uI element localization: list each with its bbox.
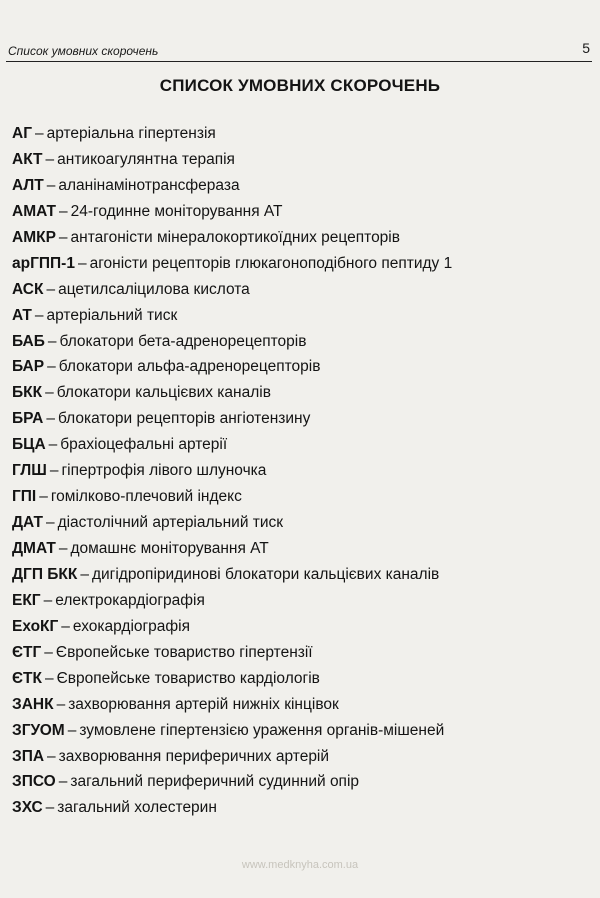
abbreviation-item: [12, 744, 572, 770]
abbreviation-term: ДГП БКК: [12, 565, 78, 583]
abbreviation-item: [12, 251, 572, 277]
abbreviation-item: [12, 406, 572, 432]
abbreviation-term: АЛТ: [12, 176, 44, 194]
abbreviation-dash: –: [44, 669, 54, 687]
abbreviation-item: [12, 666, 572, 692]
abbreviation-definition: блокатори бета-адренорецепторів: [59, 332, 307, 350]
abbreviation-definition: гомілково-плечовий індекс: [50, 488, 242, 506]
abbreviation-dash: –: [47, 358, 56, 376]
abbreviation-dash: –: [58, 540, 68, 557]
page-title: СПИСОК УМОВНИХ СКОРОЧЕНЬ: [159, 76, 441, 95]
abbreviation-dash: –: [58, 228, 68, 246]
abbreviation-item: [12, 640, 572, 666]
abbreviation-item: [12, 692, 572, 718]
abbreviation-dash: –: [45, 150, 55, 168]
abbreviation-item: [12, 354, 572, 380]
abbreviation-definition: брахіоцефальні артерії: [60, 436, 228, 454]
abbreviation-dash: –: [44, 643, 53, 661]
abbreviation-list: [12, 121, 572, 821]
abbreviation-dash: –: [58, 773, 68, 791]
abbreviation-definition: Європейське товариство гіпертензії: [55, 643, 313, 661]
abbreviation-term: ЄТК: [12, 669, 42, 687]
abbreviation-definition: Європейське товариство кардіологів: [56, 669, 320, 687]
abbreviation-definition: електрокардіографія: [55, 591, 205, 609]
abbreviation-definition: блокатори рецепторів ангіотензину: [57, 410, 311, 428]
abbreviation-dash: –: [34, 125, 44, 142]
abbreviation-item: [12, 795, 572, 821]
abbreviation-dash: –: [45, 514, 55, 532]
abbreviation-item: [12, 225, 572, 251]
abbreviation-term: ЗГУОМ: [12, 721, 65, 739]
abbreviation-dash: –: [47, 747, 56, 765]
abbreviation-definition: антикоагулянтна терапія: [57, 150, 235, 168]
abbreviation-dash: –: [61, 617, 70, 635]
abbreviation-definition: аланінамінотрансфераза: [58, 176, 240, 194]
abbreviation-definition: артеріальний тиск: [46, 306, 178, 324]
abbreviation-definition: зумовлене гіпертензією ураження органів-мішеней: [79, 721, 445, 739]
abbreviation-definition: ехокардіографія: [72, 617, 190, 635]
abbreviation-term: ЕхоКГ: [12, 617, 59, 635]
abbreviation-definition: загальний периферичний судинний опір: [70, 773, 360, 791]
abbreviation-term: БКК: [12, 384, 43, 402]
abbreviation-term: АМКР: [12, 228, 56, 246]
abbreviation-term: ЗХС: [12, 799, 43, 817]
abbreviation-term: арГПП-1: [12, 254, 75, 272]
abbreviation-dash: –: [46, 280, 56, 298]
abbreviation-dash: –: [77, 254, 87, 272]
abbreviation-item: [12, 303, 572, 329]
abbreviation-dash: –: [46, 176, 56, 194]
abbreviation-definition: ацетилсаліцилова кислота: [58, 280, 250, 298]
abbreviation-item: [12, 484, 572, 510]
abbreviation-definition: блокатори альфа-адренорецепторів: [58, 358, 321, 376]
running-title: Список умовних скорочень: [8, 44, 159, 58]
abbreviation-term: ДМАТ: [12, 540, 56, 557]
abbreviation-item: [12, 432, 572, 458]
abbreviation-definition: агоністи рецепторів глюкагоноподібного пептиду 1: [89, 254, 453, 272]
abbreviation-term: ДАТ: [12, 514, 43, 532]
abbreviation-definition: домашнє моніторування АТ: [70, 540, 269, 557]
abbreviation-item: [12, 147, 572, 173]
abbreviation-item: [12, 173, 572, 199]
abbreviation-dash: –: [47, 332, 57, 350]
abbreviation-term: ЗАНК: [12, 695, 54, 713]
abbreviation-item: [12, 769, 572, 795]
abbreviation-term: ЄТГ: [12, 643, 42, 661]
abbreviation-item: [12, 121, 572, 147]
abbreviation-term: ЗПСО: [12, 773, 56, 791]
header-divider: [6, 61, 592, 62]
abbreviation-term: БРА: [12, 410, 44, 428]
abbreviation-definition: захворювання артерій нижніх кінцівок: [68, 695, 339, 713]
abbreviation-dash: –: [34, 306, 44, 324]
abbreviation-dash: –: [56, 695, 66, 713]
abbreviation-definition: 24-годинне моніторування АТ: [70, 202, 283, 220]
abbreviation-definition: блокатори кальцієвих каналів: [56, 384, 271, 402]
abbreviation-term: АМАТ: [12, 202, 56, 220]
abbreviation-definition: діастолічний артеріальний тиск: [57, 514, 284, 532]
abbreviation-term: БАБ: [12, 332, 45, 350]
abbreviation-dash: –: [39, 488, 48, 506]
abbreviation-item: [12, 588, 572, 614]
abbreviation-item: [12, 277, 572, 303]
abbreviation-item: [12, 536, 572, 562]
abbreviation-term: БЦА: [12, 436, 46, 454]
abbreviation-definition: артеріальна гіпертензія: [46, 125, 216, 142]
abbreviation-definition: дигідропіридинові блокатори кальцієвих каналів: [91, 565, 440, 583]
abbreviation-dash: –: [67, 721, 77, 739]
abbreviation-term: АКТ: [12, 150, 43, 168]
abbreviation-item: [12, 718, 572, 744]
abbreviation-definition: гіпертрофія лівого шлуночка: [61, 462, 267, 480]
abbreviation-term: ЕКГ: [12, 591, 41, 609]
abbreviation-term: БАР: [12, 358, 45, 376]
abbreviation-definition: загальний холестерин: [57, 799, 217, 817]
abbreviation-item: [12, 510, 572, 536]
abbreviation-item: [12, 199, 572, 225]
page-number: 5: [582, 40, 590, 56]
footer-watermark-url: www.medknyha.com.ua: [241, 859, 359, 871]
abbreviation-term: АСК: [12, 280, 44, 298]
abbreviation-item: [12, 614, 572, 640]
abbreviation-dash: –: [59, 202, 68, 220]
abbreviation-definition: антагоністи мінералокортикоїдних рецепторів: [70, 228, 400, 246]
abbreviation-dash: –: [48, 436, 58, 454]
abbreviation-definition: захворювання периферичних артерій: [58, 747, 330, 765]
abbreviation-item: [12, 458, 572, 484]
abbreviation-dash: –: [80, 565, 89, 583]
abbreviation-dash: –: [49, 462, 59, 480]
abbreviation-term: ЗПА: [12, 747, 45, 765]
abbreviation-term: АГ: [12, 125, 32, 142]
abbreviation-term: АТ: [12, 306, 32, 324]
abbreviation-item: [12, 380, 572, 406]
abbreviation-dash: –: [45, 799, 55, 817]
abbreviation-item: [12, 329, 572, 355]
abbreviation-dash: –: [46, 410, 55, 428]
abbreviation-term: ГПІ: [12, 488, 37, 506]
abbreviation-item: [12, 562, 572, 588]
abbreviation-dash: –: [45, 384, 54, 402]
abbreviation-dash: –: [43, 591, 53, 609]
abbreviation-term: ГЛШ: [12, 462, 47, 480]
